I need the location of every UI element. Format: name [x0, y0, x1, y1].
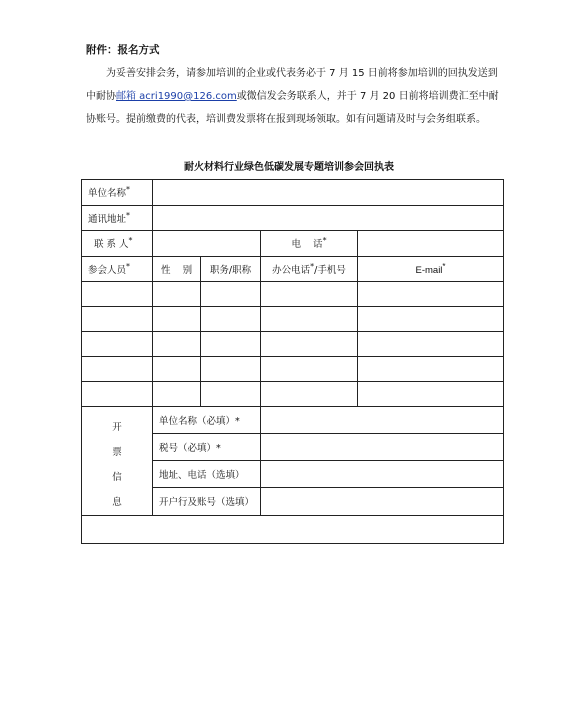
participant-row	[82, 332, 504, 357]
address-field[interactable]	[153, 206, 504, 231]
gender-cell[interactable]	[153, 357, 201, 382]
invoice-unit-name-field[interactable]	[261, 407, 504, 434]
unit-name-field[interactable]	[153, 180, 504, 206]
participant-row	[82, 382, 504, 407]
invoice-label-char: 开	[112, 422, 122, 433]
attendee-cell[interactable]	[82, 307, 153, 332]
instructions-text-2: 或微信发会务联系人，并于 7 月 20 日前将培训费汇至中耐协账号。提前缴费的代表，培训费发票将在报到现场领取。如有问题请及时与会务组联系。	[86, 91, 499, 125]
position-cell[interactable]	[201, 332, 261, 357]
email-cell[interactable]	[358, 282, 504, 307]
invoice-label-char: 息	[112, 497, 122, 508]
participant-row	[82, 282, 504, 307]
email-link[interactable]: 邮箱 acri1990@126.com	[116, 91, 237, 102]
participants-header-row	[82, 257, 504, 282]
instructions-text-1: 为妥善安排会务，请参加培训的企业或代表务必于 7 月 15 日前将参加培训的回执发送到中耐协	[86, 68, 498, 102]
participant-row	[82, 307, 504, 332]
email-cell[interactable]	[358, 382, 504, 407]
office-phone-cell[interactable]	[261, 382, 358, 407]
gender-cell[interactable]	[153, 307, 201, 332]
office-phone-cell[interactable]	[261, 332, 358, 357]
email-cell[interactable]	[358, 332, 504, 357]
invoice-tax-id-field[interactable]	[261, 433, 504, 460]
registration-form-table	[81, 179, 504, 544]
address-row	[82, 206, 504, 231]
position-cell[interactable]	[201, 307, 261, 332]
email-cell[interactable]	[358, 307, 504, 332]
invoice-address-phone-field[interactable]	[261, 460, 504, 487]
gender-cell[interactable]	[153, 282, 201, 307]
contact-label: 联 系 人*	[82, 231, 153, 257]
attendee-cell[interactable]	[82, 282, 153, 307]
contact-row	[82, 231, 504, 257]
phone-field[interactable]	[358, 231, 504, 257]
invoice-label-char: 信	[112, 472, 122, 483]
office-phone-cell[interactable]	[261, 307, 358, 332]
email-cell[interactable]	[358, 357, 504, 382]
attendee-cell[interactable]	[82, 332, 153, 357]
invoice-row	[82, 407, 504, 434]
remarks-row	[82, 516, 504, 544]
office-phone-cell[interactable]	[261, 357, 358, 382]
remarks-field[interactable]	[82, 516, 504, 544]
position-cell[interactable]	[201, 357, 261, 382]
attachment-heading: 附件：报名方式	[86, 44, 160, 56]
attendee-cell[interactable]	[82, 357, 153, 382]
invoice-label-char: 票	[112, 447, 122, 458]
office-phone-cell[interactable]	[261, 282, 358, 307]
unit-name-row	[82, 180, 504, 206]
office-phone-header: 办公电话*/手机号	[261, 257, 358, 282]
gender-header: 性 别	[153, 257, 201, 282]
invoice-tax-id-label: 税号（必填）*	[153, 433, 261, 460]
email-header: E-mail*	[358, 257, 504, 282]
contact-field[interactable]	[153, 231, 261, 257]
attendee-header: 参会人员*	[82, 257, 153, 282]
unit-name-label: 单位名称*	[82, 180, 153, 206]
instructions-paragraph	[86, 62, 506, 131]
invoice-unit-name-label: 单位名称（必填）*	[153, 407, 261, 434]
invoice-bank-account-field[interactable]	[261, 487, 504, 515]
participant-row	[82, 357, 504, 382]
invoice-bank-account-label: 开户行及账号（选填）	[153, 487, 261, 515]
gender-cell[interactable]	[153, 332, 201, 357]
phone-label: 电 话*	[261, 231, 358, 257]
gender-cell[interactable]	[153, 382, 201, 407]
invoice-info-label	[82, 407, 153, 516]
position-cell[interactable]	[201, 282, 261, 307]
form-title: 耐火材料行业绿色低碳发展专题培训参会回执表	[184, 162, 394, 173]
attendee-cell[interactable]	[82, 382, 153, 407]
position-header: 职务/职称	[201, 257, 261, 282]
address-label: 通讯地址*	[82, 206, 153, 231]
position-cell[interactable]	[201, 382, 261, 407]
invoice-address-phone-label: 地址、电话（选填）	[153, 460, 261, 487]
